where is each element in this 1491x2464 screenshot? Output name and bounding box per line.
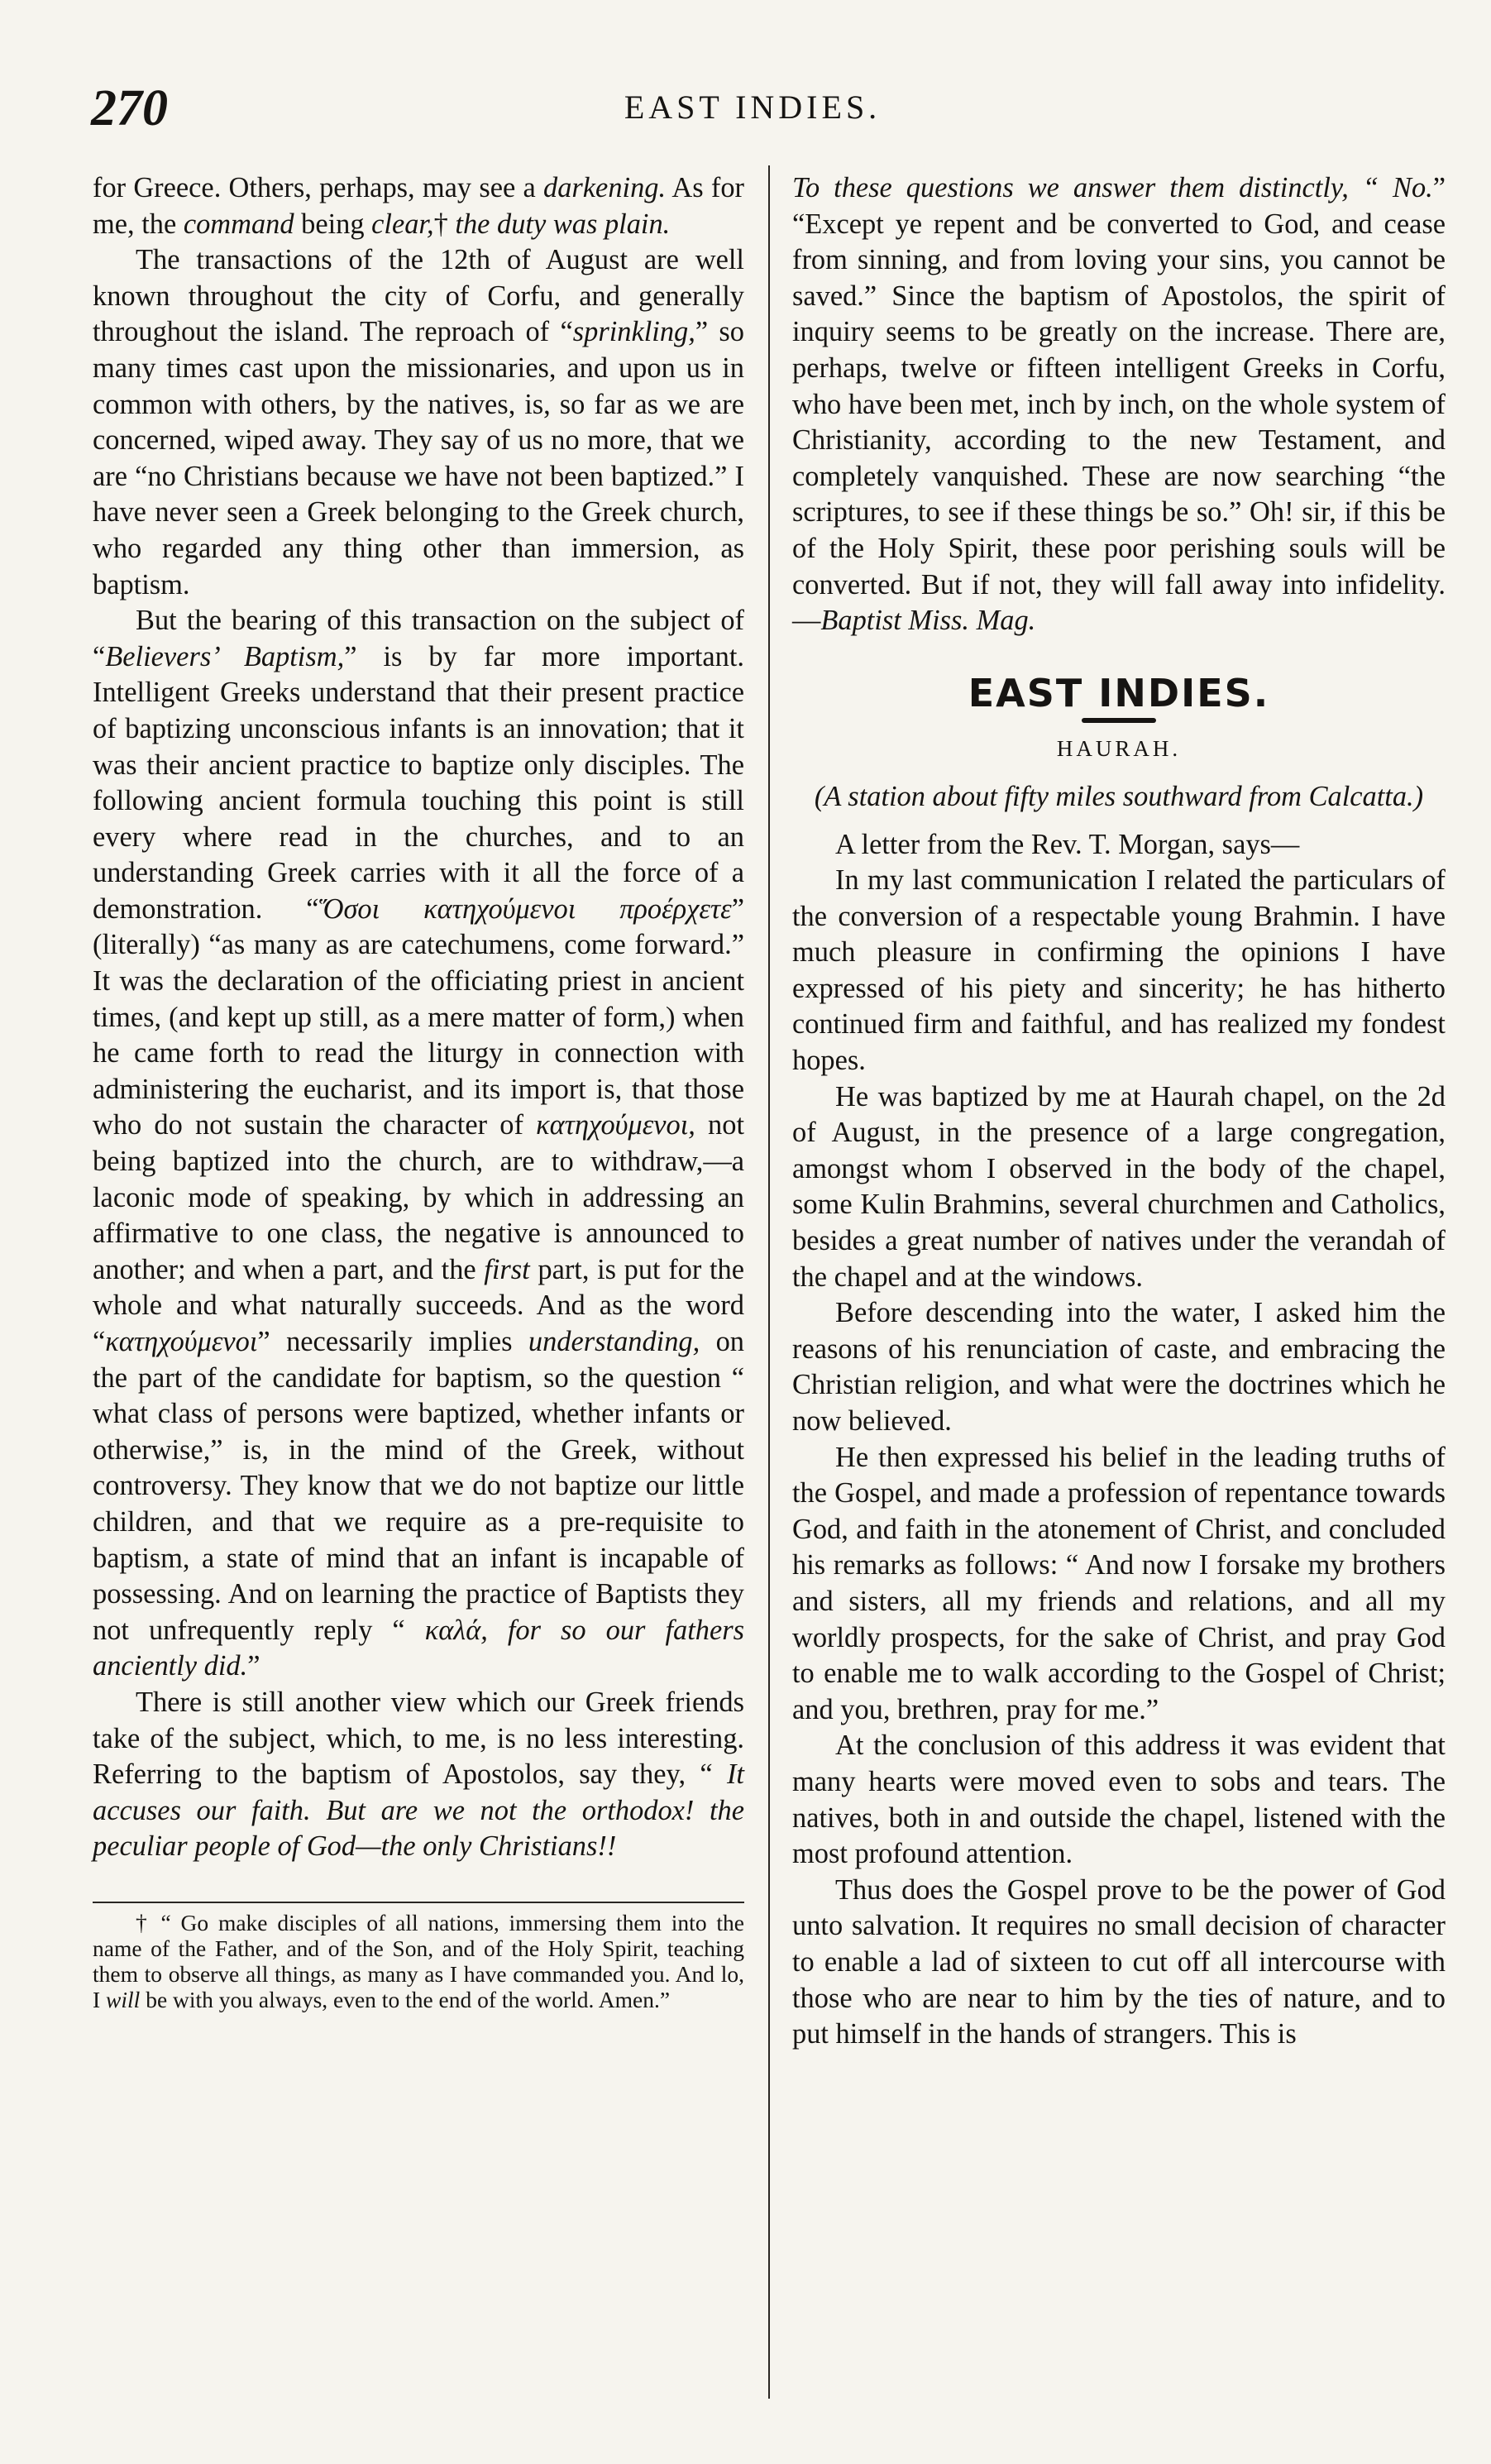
page-number: 270 (91, 80, 168, 136)
page-header (91, 79, 1414, 137)
left-column (93, 170, 744, 2012)
station-note: (A station about fifty miles southward from Calcatta.) (814, 780, 1424, 812)
paragraph: At the conclusion of this address it was evident that many hearts were moved even to sobs and tears. The natives, both in and outside the chapel, listened with the most profound attention. (792, 1730, 1446, 1870)
paragraph: To these questions we answer them distinctly, “ No.” “Except ye repent and be converted to God, and cease from sinning, and from loving your sins, you cannot be saved.” Since the baptism of Apostolos, the spirit of inquiry seems to be greatly on the increase. There are, perhaps, twelve or fifteen intelligent Greeks in Corfu, who have been met, inch by inch, on the whole system of Christianity, according to the new Testament, and completely vanquished. These are now searching “the scriptures, to see if these things be so.” Oh! sir, if this be of the Holy Spirit, these poor perishing souls will be converted. But if not, they will fall away into infidelity.—Baptist Miss. Mag. (792, 172, 1446, 637)
paragraph: In my last communication I related the particulars of the conversion of a respectable young Brahmin. I have much pleasure in confirming the opinions I have expressed of his piety and sincerity; he has hitherto continued firm and faithful, and has realized my fondest hopes. (792, 864, 1446, 1077)
right-column (792, 170, 1446, 2053)
subsection-heading: HAURAH. (1056, 736, 1182, 762)
paragraph: Before descending into the water, I asked him the reasons of his renunciation of caste, and embracing the Christian religion, and what were the doctrines which he now believed. (792, 1297, 1446, 1437)
paragraph: He was baptized by me at Haurah chapel, on the 2d of August, in the presence of a large congregation, amongst whom I observed in the body of the chapel, some Kulin Brahmins, several churchmen and Catholics, besides a great number of natives under the verandah of the chapel and at the windows. (792, 1080, 1446, 1293)
running-title: EAST INDIES. (624, 89, 882, 126)
section-ornament (1082, 718, 1156, 723)
letter-intro: A letter from the Rev. T. Morgan, says— (835, 828, 1300, 860)
paragraph: There is still another view which our Greek friends take of the subject, which, to me, is no less interesting. Referring to the baptism of Apostolos, say they, “ It accuses our faith. But are we not the orthodox! the peculiar people of God—the only Christians!! (93, 1686, 744, 1863)
footnote: † “ Go make disciples of all nations, immersing them into the name of the Father, and of the Son, and of the Holy Spirit, teaching them to observe all things, as many as I have commanded you. And lo, I will be with you always, even to the end of the world. Amen.” (93, 1909, 744, 2012)
paragraph: for Greece. Others, perhaps, may see a darkening. As for me, the command being clear,† the duty was plain. (93, 172, 744, 240)
footnote-rule (93, 1902, 744, 1903)
column-divider (768, 165, 770, 2399)
paragraph: Thus does the Gospel prove to be the power of God unto salvation. It requires no small decision of character to enable a lad of sixteen to cut off all intercourse with those who are near to him by the ties of nature, and to put himself in the hands of strangers. This is (792, 1873, 1446, 2050)
section-title: EAST INDIES. (968, 670, 1270, 715)
paragraph: But the bearing of this transaction on the subject of “Believers’ Baptism,” is by far more important. Intelligent Greeks understand that their present practice of baptizing unconscious infants is an innovation; that it was their ancient practice to baptize only disciples. The following ancient formula touching this point is still every where read in the churches, and to an understanding Greek carries with it all the force of a demonstration. “Ὅσοι κατηχούμενοι προέρχετε” (literally) “as many as are catechumens, come forward.” It was the declaration of the officiating priest in ancient times, (and kept up still, as a mere matter of form,) when he came forth to read the liturgy in connection with administering the eucharist, and its import is, that those who do not sustain the character of κατηχούμενοι, not being baptized into the church, are to withdraw,—a laconic mode of speaking, by which in addressing an affirmative to one class, the negative is announced to another; and when a part, and the first part, is put for the whole and what naturally succeeds. And as the word “κατηχούμενοι” necessarily implies understanding, on the part of the candidate for baptism, so the question “ what class of persons were baptized, whether infants or otherwise,” is, in the mind of the Greek, without controversy. They know that we do not baptize our little children, and that we require as a pre-requisite to baptism, a state of mind that an infant is incapable of possessing. And on learning the practice of Baptists they not unfrequently reply “ καλά, for so our fathers anciently did.” (93, 605, 745, 1682)
paragraph: The transactions of the 12th of August are well known throughout the city of Corfu, and generally throughout the island. The reproach of “sprinkling,” so many times cast upon the missionaries, and upon us in common with others, by the natives, is, so far as we are concerned, wiped away. They say of us no more, that we are “no Christians because we have not been baptized.” I have never seen a Greek belonging to the Greek church, who regarded any thing other than immersion, as baptism. (93, 244, 744, 600)
paragraph: He then expressed his belief in the leading truths of the Gospel, and made a profession of repentance towards God, and faith in the atonement of Christ, and concluded his remarks as follows: “ And now I forsake my brothers and sisters, all my friends and relations, and all my worldly prospects, for the sake of Christ, and pray God to enable me to walk according to the Gospel of Christ; and you, brethren, pray for me.” (792, 1441, 1446, 1725)
